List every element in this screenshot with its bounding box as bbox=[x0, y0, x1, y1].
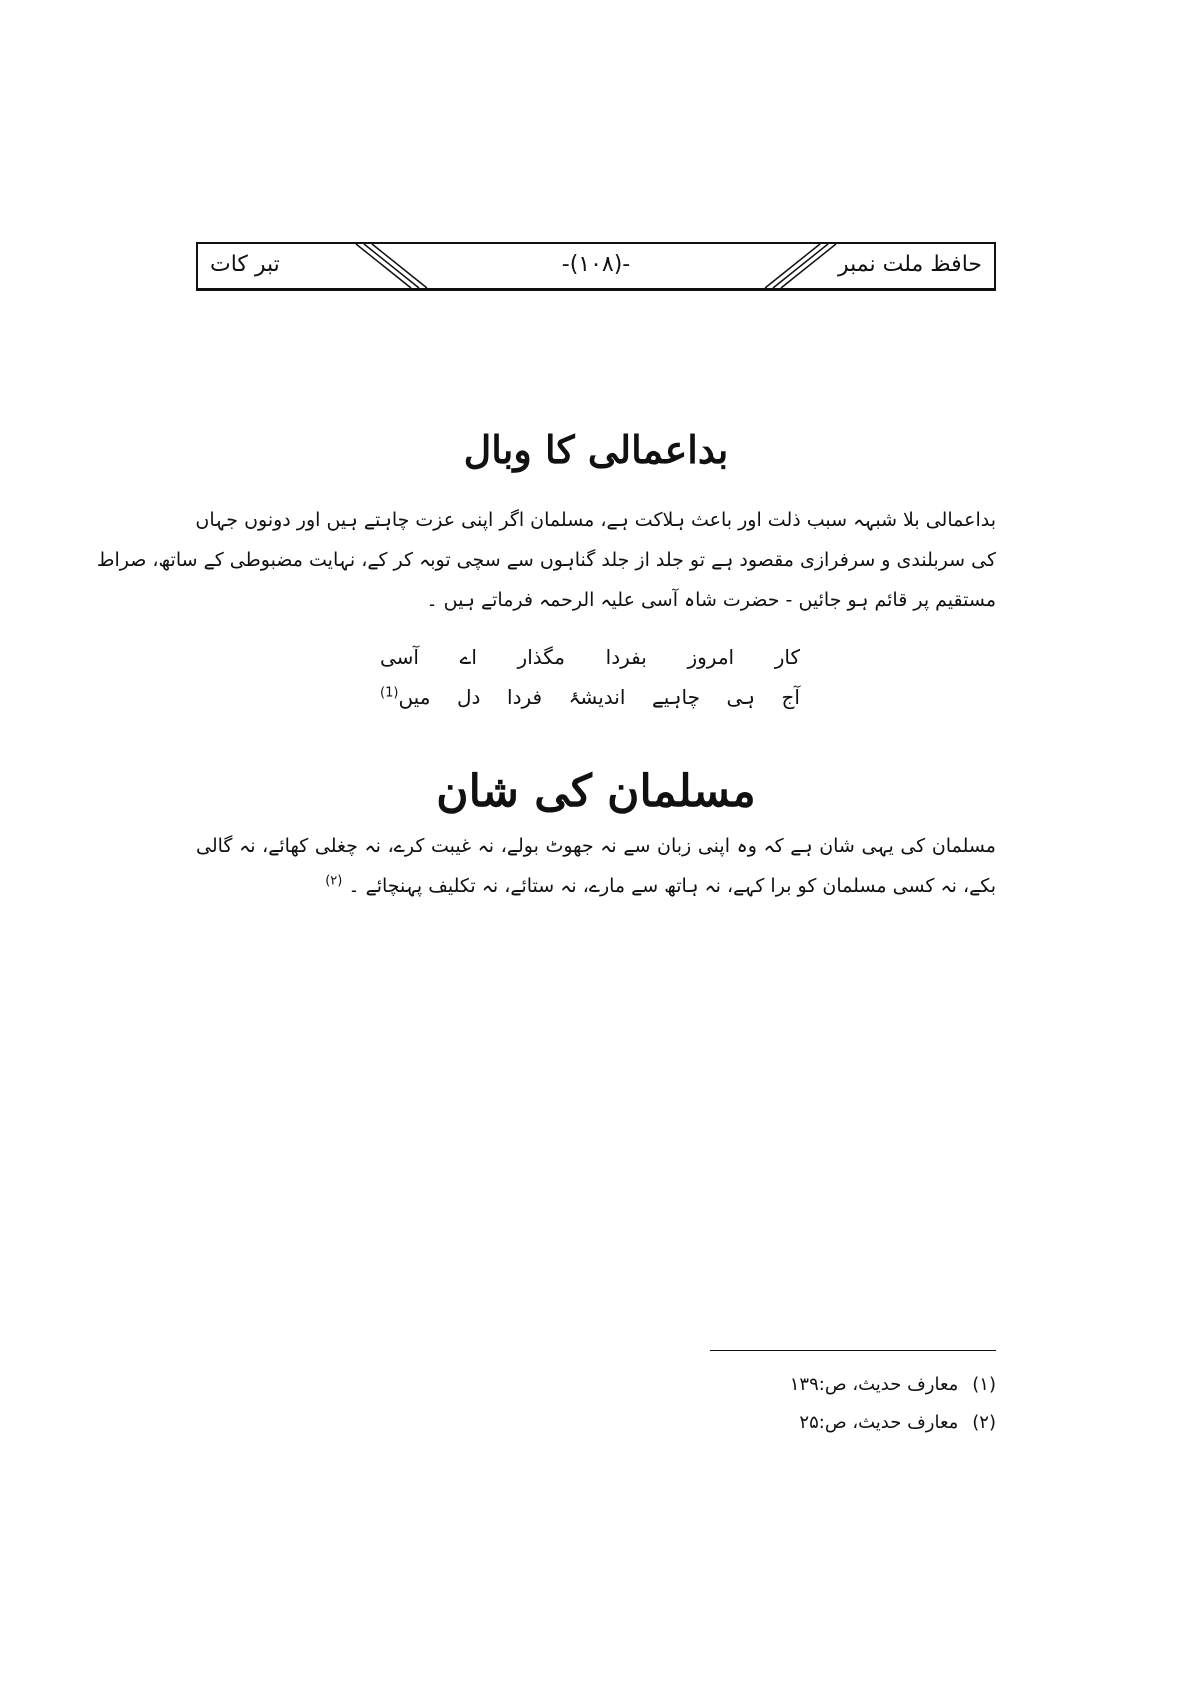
verse-text: آج ہی چاہیے اندیشۂ فردا دل میں bbox=[398, 685, 800, 709]
footnote-text: معارف حدیث، ص:۱۳۹ bbox=[789, 1374, 959, 1395]
verse-text: کار امروز بفردا مگذار اے آسی bbox=[380, 645, 800, 669]
page-header bbox=[196, 242, 996, 292]
paragraph-line: مستقیم پر قائم ہو جائیں - حضرت شاہ آسی علیہ الرحمہ فرماتے ہیں ۔ bbox=[426, 589, 996, 611]
paragraph-line: بداعمالی بلا شبہہ سبب ذلت اور باعث ہلاکت ہے، مسلمان اگر اپنی عزت چاہتے ہیں اور دونوں جہاں bbox=[195, 509, 996, 531]
footnote-text: معارف حدیث، ص:۲۵ bbox=[799, 1412, 959, 1433]
paragraph-2 bbox=[196, 826, 996, 906]
footnote-item bbox=[700, 1404, 996, 1442]
paragraph-1 bbox=[96, 500, 996, 620]
paragraph-line: کی سربلندی و سرفرازی مقصود ہے تو جلد از جلد گناہوں سے سچی توبہ کر کے، نہایت مضبوطی کے ساتھ، صراط bbox=[96, 549, 996, 571]
footnote-number: (۲) bbox=[972, 1412, 996, 1433]
footnote-number: (۱) bbox=[972, 1374, 996, 1395]
page-number: -(۱۰۸)- bbox=[561, 252, 631, 277]
footnote-item bbox=[700, 1366, 996, 1404]
header-section-title: تبر کات bbox=[210, 252, 280, 277]
footnotes bbox=[700, 1366, 996, 1442]
header-book-title: حافظ ملت نمبر bbox=[838, 252, 982, 277]
paragraph-line: مسلمان کی یہی شان ہے کہ وہ اپنی زبان سے نہ جھوٹ بولے، نہ غیبت کرے، نہ چغلی کھائے، نہ گالی bbox=[196, 835, 996, 857]
couplet-verse-1 bbox=[380, 638, 800, 676]
footnote-ref-2: (۲) bbox=[325, 873, 343, 889]
footnote-separator bbox=[710, 1350, 996, 1351]
paragraph-line: بکے، نہ کسی مسلمان کو برا کہے، نہ ہاتھ سے مارے، نہ ستائے، نہ تکلیف پہنچائے ۔ bbox=[348, 875, 996, 897]
section-heading-2: مسلمان کی شان bbox=[436, 766, 756, 817]
section-heading-1: بداعمالی کا وبال bbox=[463, 427, 729, 472]
couplet-verse-2 bbox=[380, 678, 800, 716]
footnote-ref-1: (1) bbox=[380, 685, 399, 701]
